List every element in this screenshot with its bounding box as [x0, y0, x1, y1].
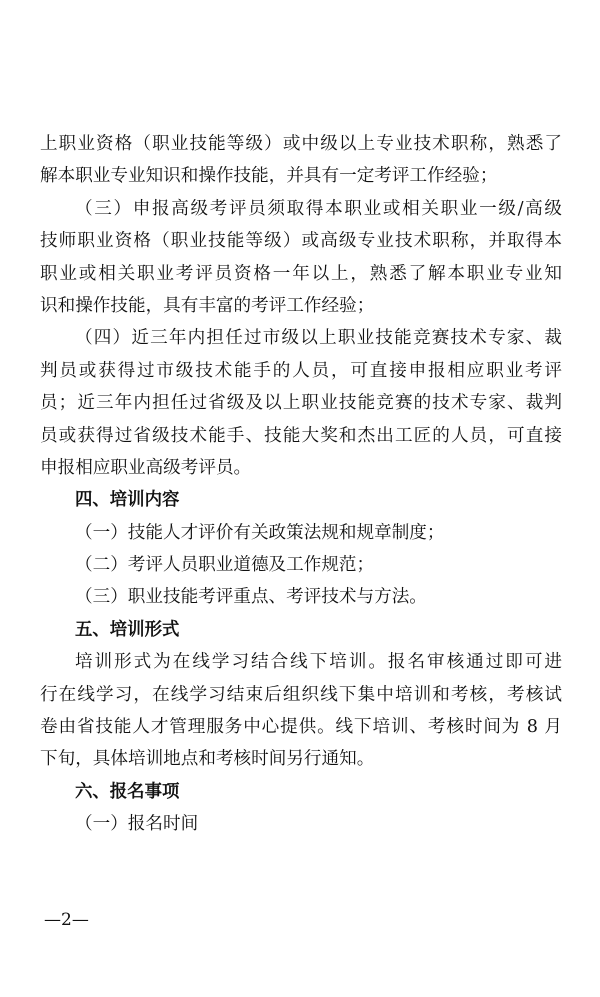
paragraph-line: 行在线学习，在线学习结束后组织线下集中培训和考核，考核试: [40, 684, 562, 705]
list-item: （一）技能人才评价有关政策法规和规章制度；: [75, 522, 445, 543]
section-heading-training-format: 五、培训形式: [75, 619, 180, 640]
paragraph-line: 培训形式为在线学习结合线下培训。报名审核通过即可进: [75, 652, 562, 673]
paragraph-line: 申报相应职业高级考评员。: [40, 457, 252, 478]
list-item: （三）职业技能考评重点、考评技术与方法。: [75, 587, 427, 608]
document-body: [40, 128, 562, 841]
paragraph-line: 职业或相关职业考评员资格一年以上，熟悉了解本职业专业知: [40, 263, 562, 284]
paragraph-line: 判员或获得过市级技术能手的人员，可直接申报相应职业考评: [40, 360, 562, 381]
sub-heading-registration-time: （一）报名时间: [75, 814, 199, 835]
paragraph-line: 识和操作技能，具有丰富的考评工作经验；: [40, 295, 375, 316]
paragraph-line: 员或获得过省级技术能手、技能大奖和杰出工匠的人员，可直接: [40, 425, 562, 446]
paragraph-line: （四）近三年内担任过市级以上职业技能竞赛技术专家、裁: [75, 328, 562, 349]
section-heading-registration: 六、报名事项: [75, 781, 180, 802]
paragraph-line: 员；近三年内担任过省级及以上职业技能竞赛的技术专家、裁判: [40, 393, 562, 414]
paragraph-line: 上职业资格（职业技能等级）或中级以上专业技术职称，熟悉了: [40, 134, 562, 154]
page-number: —2—: [44, 910, 89, 930]
section-heading-training-content: 四、培训内容: [75, 490, 180, 511]
list-item: （二）考评人员职业道德及工作规范；: [75, 555, 375, 576]
paragraph-line: 解本职业专业知识和操作技能，并具有一定考评工作经验；: [40, 166, 498, 187]
paragraph-line: 卷由省技能人才管理服务中心提供。线下培训、考核时间为 8 月: [40, 717, 562, 738]
paragraph-line: 技师职业资格（职业技能等级）或高级专业技术职称，并取得本: [40, 231, 562, 252]
paragraph-line: 下旬，具体培训地点和考核时间另行通知。: [40, 749, 375, 770]
paragraph-line: （三）申报高级考评员须取得本职业或相关职业一级/高级: [75, 198, 562, 219]
